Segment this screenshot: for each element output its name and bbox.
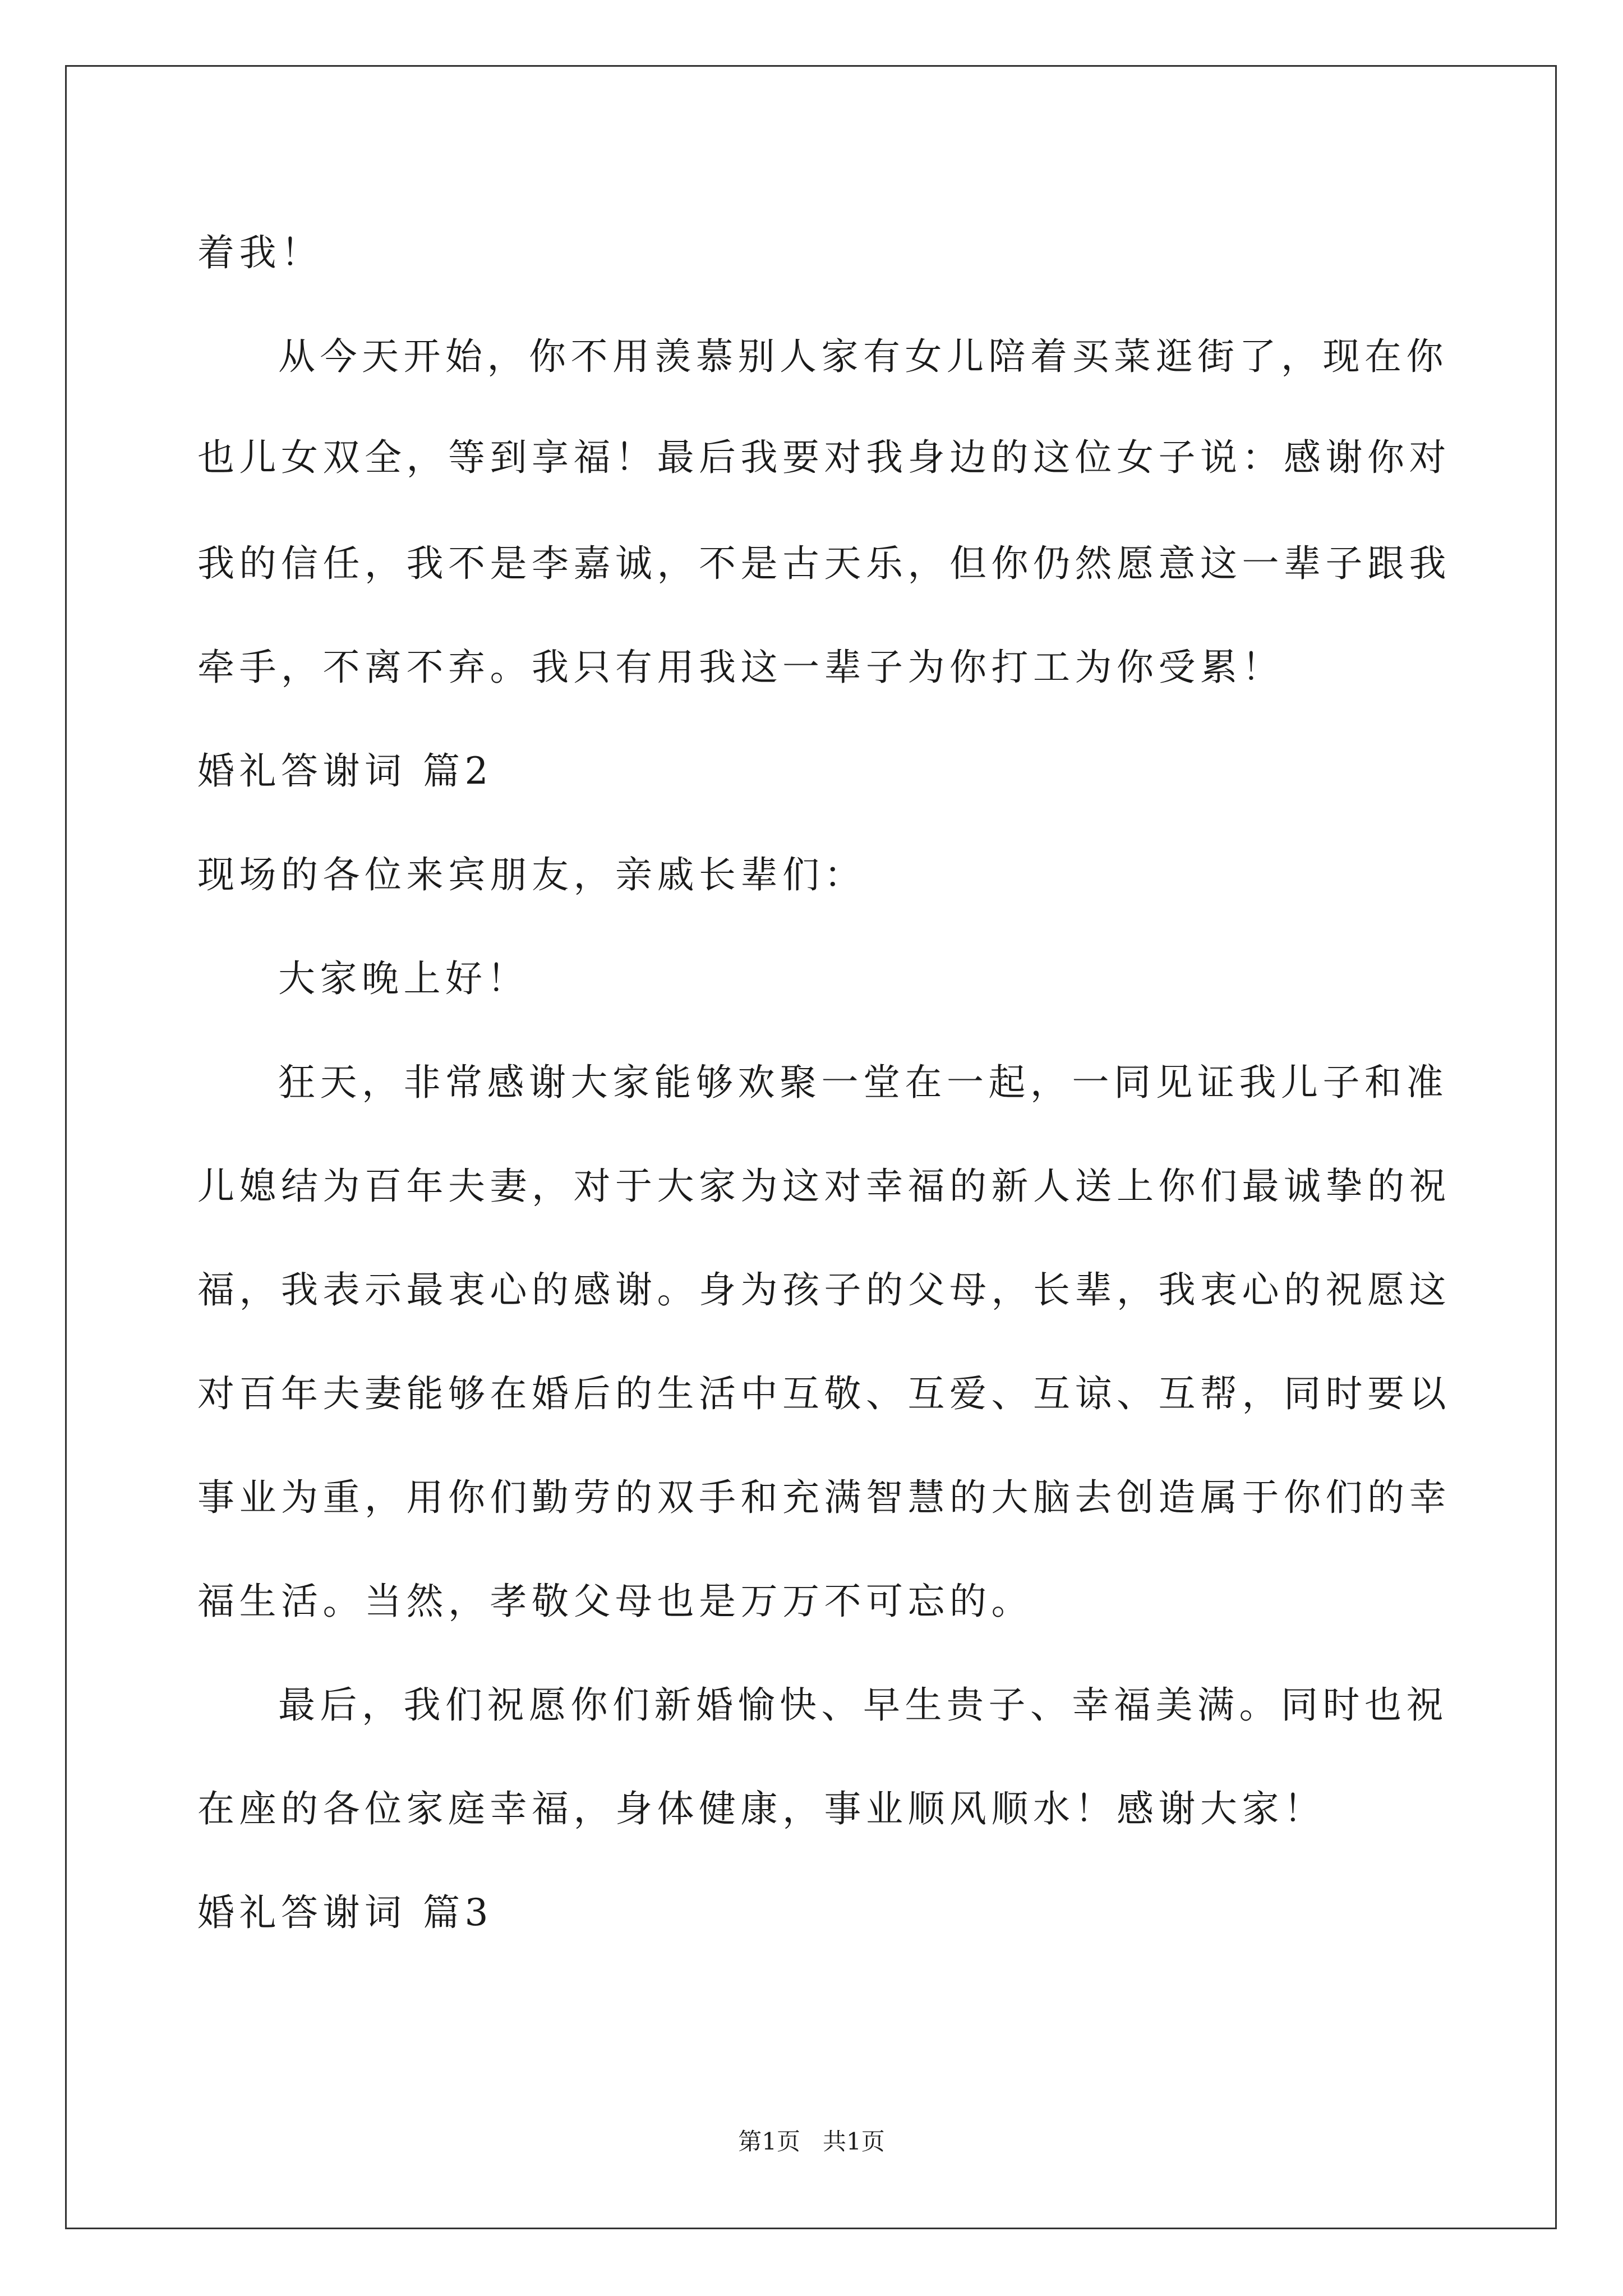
section-heading: 婚礼答谢词 篇3	[197, 1891, 493, 1934]
greeting: 大家晚上好！	[278, 957, 529, 1000]
paragraph-line: 儿媳结为百年夫妻，对于大家为这对幸福的新人送上你们最诚挚的祝	[197, 1165, 1451, 1208]
paragraph-line: 着我！	[197, 231, 323, 274]
paragraph-line: 从今天开始，你不用羡慕别人家有女儿陪着买菜逛街了，现在你	[278, 335, 1448, 378]
paragraph-line: 在座的各位家庭幸福，身体健康，事业顺风顺水！感谢大家！	[197, 1787, 1326, 1830]
paragraph-line: 最后，我们祝愿你们新婚愉快、早生贵子、幸福美满。同时也祝	[278, 1683, 1448, 1727]
paragraph-line: 事业为重，用你们勤劳的双手和充满智慧的大脑去创造属于你们的幸	[197, 1476, 1451, 1519]
paragraph-line: 牵手，不离不弃。我只有用我这一辈子为你打工为你受累！	[197, 646, 1284, 689]
paragraph-line: 福生活。当然，孝敬父母也是万万不可忘的。	[197, 1580, 1033, 1623]
salutation: 现场的各位来宾朋友，亲戚长辈们：	[197, 853, 866, 896]
paragraph-line: 福，我表示最衷心的感谢。身为孩子的父母，长辈，我衷心的祝愿这	[197, 1268, 1451, 1312]
paragraph-line: 我的信任，我不是李嘉诚，不是古天乐，但你仍然愿意这一辈子跟我	[197, 542, 1451, 585]
paragraph-line: 也儿女双全，等到享福！最后我要对我身边的这位女子说：感谢你对	[197, 436, 1451, 479]
page-footer: 第1页 共1页	[738, 2128, 885, 2155]
paragraph-line: 对百年夫妻能够在婚后的生活中互敬、互爱、互谅、互帮，同时要以	[197, 1372, 1451, 1415]
section-heading: 婚礼答谢词 篇2	[197, 749, 493, 793]
paragraph-line: 狂天，非常感谢大家能够欢聚一堂在一起，一同见证我儿子和准	[278, 1061, 1448, 1104]
